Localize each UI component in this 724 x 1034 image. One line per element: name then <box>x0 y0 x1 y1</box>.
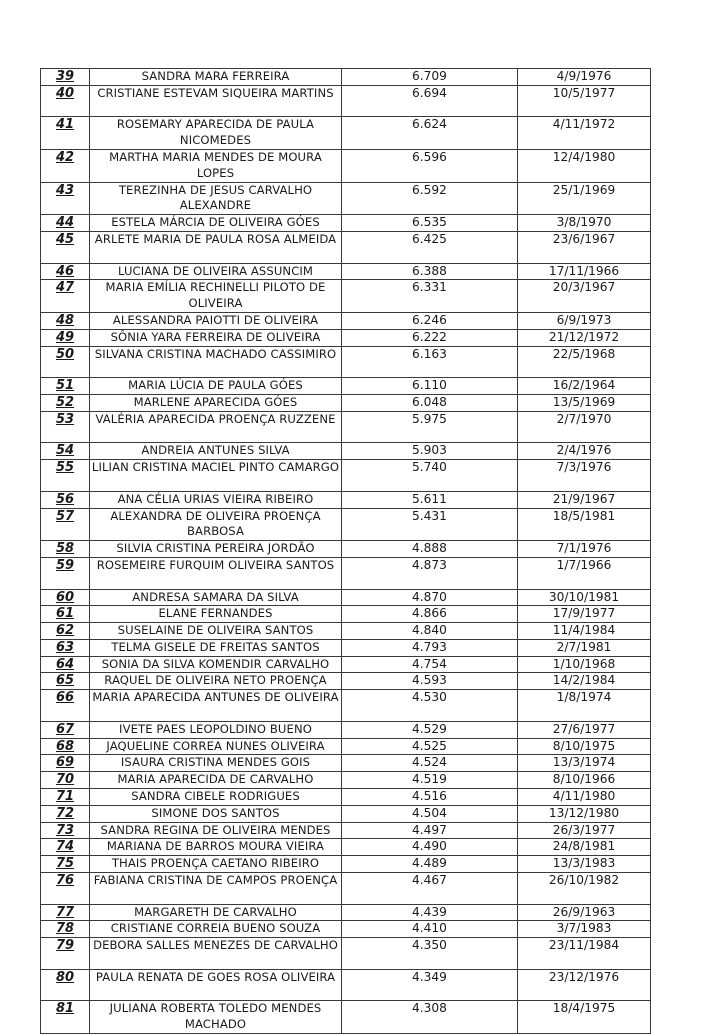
birth-date: 6/9/1973 <box>518 312 651 329</box>
score-value: 4.410 <box>342 921 518 938</box>
candidate-name: PAULA RENATA DE GOES ROSA OLIVEIRA <box>90 969 342 1001</box>
birth-date: 1/10/1968 <box>518 656 651 673</box>
ranking-table <box>40 68 651 1034</box>
rank-number: 41 <box>41 117 90 150</box>
candidate-name: SIMONE DOS SANTOS <box>90 805 342 822</box>
score-value: 4.504 <box>342 805 518 822</box>
rank-number: 73 <box>41 822 90 839</box>
birth-date: 23/11/1984 <box>518 938 651 970</box>
rank-number: 61 <box>41 606 90 623</box>
birth-date: 17/11/1966 <box>518 263 651 280</box>
birth-date: 8/10/1966 <box>518 772 651 789</box>
score-value: 6.425 <box>342 231 518 263</box>
rank-number: 76 <box>41 873 90 905</box>
table-row <box>41 589 651 606</box>
birth-date: 4/9/1976 <box>518 69 651 86</box>
birth-date: 22/5/1968 <box>518 346 651 378</box>
score-value: 4.593 <box>342 673 518 690</box>
table-row <box>41 85 651 117</box>
birth-date: 4/11/1980 <box>518 789 651 806</box>
rank-number: 53 <box>41 411 90 443</box>
table-row <box>41 639 651 656</box>
rank-number: 39 <box>41 69 90 86</box>
score-value: 5.740 <box>342 460 518 492</box>
score-value: 6.388 <box>342 263 518 280</box>
candidate-name: TEREZINHA DE JESUS CARVALHO ALEXANDRE <box>90 182 342 215</box>
score-value: 6.048 <box>342 394 518 411</box>
rank-number: 66 <box>41 690 90 722</box>
birth-date: 20/3/1967 <box>518 280 651 313</box>
table-row <box>41 215 651 232</box>
rank-number: 57 <box>41 508 90 541</box>
candidate-name: DEBORA SALLES MENEZES DE CARVALHO <box>90 938 342 970</box>
table-row <box>41 873 651 905</box>
rank-number: 59 <box>41 557 90 589</box>
rank-number: 60 <box>41 589 90 606</box>
rank-number: 68 <box>41 738 90 755</box>
table-row <box>41 904 651 921</box>
birth-date: 17/9/1977 <box>518 606 651 623</box>
table-row <box>41 673 651 690</box>
table-row <box>41 378 651 395</box>
birth-date: 14/2/1984 <box>518 673 651 690</box>
rank-number: 74 <box>41 839 90 856</box>
rank-number: 72 <box>41 805 90 822</box>
table-row <box>41 921 651 938</box>
table-row <box>41 721 651 738</box>
score-value: 4.516 <box>342 789 518 806</box>
table-row <box>41 606 651 623</box>
birth-date: 7/3/1976 <box>518 460 651 492</box>
table-row <box>41 117 651 150</box>
table-row <box>41 822 651 839</box>
table-row <box>41 789 651 806</box>
table-row <box>41 263 651 280</box>
birth-date: 1/8/1974 <box>518 690 651 722</box>
rank-number: 58 <box>41 541 90 558</box>
candidate-name: MARIA EMÍLIA RECHINELLI PILOTO DE OLIVEIRA <box>90 280 342 313</box>
rank-number: 40 <box>41 85 90 117</box>
rank-number: 65 <box>41 673 90 690</box>
rank-number: 45 <box>41 231 90 263</box>
candidate-name: JULIANA ROBERTA TOLEDO MENDES MACHADO <box>90 1001 342 1034</box>
birth-date: 18/5/1981 <box>518 508 651 541</box>
score-value: 5.975 <box>342 411 518 443</box>
rank-number: 42 <box>41 149 90 182</box>
rank-number: 79 <box>41 938 90 970</box>
birth-date: 13/12/1980 <box>518 805 651 822</box>
ranking-table-body <box>41 69 651 1034</box>
score-value: 6.592 <box>342 182 518 215</box>
score-value: 5.431 <box>342 508 518 541</box>
score-value: 4.530 <box>342 690 518 722</box>
candidate-name: IVETE PAES LEOPOLDINO BUENO <box>90 721 342 738</box>
candidate-name: LILIAN CRISTINA MACIEL PINTO CAMARGO <box>90 460 342 492</box>
table-row <box>41 346 651 378</box>
birth-date: 2/7/1970 <box>518 411 651 443</box>
score-value: 4.349 <box>342 969 518 1001</box>
candidate-name: MARGARETH DE CARVALHO <box>90 904 342 921</box>
table-row <box>41 149 651 182</box>
table-row <box>41 623 651 640</box>
score-value: 4.866 <box>342 606 518 623</box>
candidate-name: ALESSANDRA PAIOTTI DE OLIVEIRA <box>90 312 342 329</box>
table-row <box>41 329 651 346</box>
rank-number: 49 <box>41 329 90 346</box>
table-row <box>41 69 651 86</box>
candidate-name: MARIA LÚCIA DE PAULA GÓES <box>90 378 342 395</box>
candidate-name: RAQUEL DE OLIVEIRA NETO PROENÇA <box>90 673 342 690</box>
rank-number: 67 <box>41 721 90 738</box>
candidate-name: ROSEMEIRE FURQUIM OLIVEIRA SANTOS <box>90 557 342 589</box>
birth-date: 2/4/1976 <box>518 443 651 460</box>
rank-number: 48 <box>41 312 90 329</box>
candidate-name: LUCIANA DE OLIVEIRA ASSUNCIM <box>90 263 342 280</box>
candidate-name: MARIANA DE BARROS MOURA VIEIRA <box>90 839 342 856</box>
candidate-name: SONIA DA SILVA KOMENDIR CARVALHO <box>90 656 342 673</box>
table-row <box>41 394 651 411</box>
score-value: 4.529 <box>342 721 518 738</box>
table-row <box>41 690 651 722</box>
candidate-name: MARTHA MARIA MENDES DE MOURA LOPES <box>90 149 342 182</box>
candidate-name: SÔNIA YARA FERREIRA DE OLIVEIRA <box>90 329 342 346</box>
birth-date: 10/5/1977 <box>518 85 651 117</box>
birth-date: 12/4/1980 <box>518 149 651 182</box>
candidate-name: CRISTIANE ESTEVAM SIQUEIRA MARTINS <box>90 85 342 117</box>
candidate-name: SANDRA REGINA DE OLIVEIRA MENDES <box>90 822 342 839</box>
birth-date: 1/7/1966 <box>518 557 651 589</box>
birth-date: 26/3/1977 <box>518 822 651 839</box>
candidate-name: MARIA APARECIDA ANTUNES DE OLIVEIRA <box>90 690 342 722</box>
birth-date: 26/10/1982 <box>518 873 651 905</box>
rank-number: 43 <box>41 182 90 215</box>
score-value: 4.519 <box>342 772 518 789</box>
birth-date: 27/6/1977 <box>518 721 651 738</box>
birth-date: 23/12/1976 <box>518 969 651 1001</box>
candidate-name: SANDRA MARA FERREIRA <box>90 69 342 86</box>
birth-date: 4/11/1972 <box>518 117 651 150</box>
score-value: 5.903 <box>342 443 518 460</box>
score-value: 6.694 <box>342 85 518 117</box>
score-value: 6.246 <box>342 312 518 329</box>
rank-number: 75 <box>41 856 90 873</box>
table-row <box>41 839 651 856</box>
table-row <box>41 738 651 755</box>
rank-number: 64 <box>41 656 90 673</box>
birth-date: 13/3/1983 <box>518 856 651 873</box>
table-row <box>41 557 651 589</box>
birth-date: 18/4/1975 <box>518 1001 651 1034</box>
candidate-name: ANDREIA ANTUNES SILVA <box>90 443 342 460</box>
score-value: 4.793 <box>342 639 518 656</box>
score-value: 6.709 <box>342 69 518 86</box>
score-value: 4.873 <box>342 557 518 589</box>
candidate-name: ALEXANDRA DE OLIVEIRA PROENÇA BARBOSA <box>90 508 342 541</box>
candidate-name: ROSEMARY APARECIDA DE PAULA NICOMEDES <box>90 117 342 150</box>
rank-number: 80 <box>41 969 90 1001</box>
table-row <box>41 856 651 873</box>
table-row <box>41 805 651 822</box>
score-value: 6.110 <box>342 378 518 395</box>
score-value: 4.308 <box>342 1001 518 1034</box>
score-value: 5.611 <box>342 491 518 508</box>
birth-date: 24/8/1981 <box>518 839 651 856</box>
score-value: 6.222 <box>342 329 518 346</box>
candidate-name: MARIA APARECIDA DE CARVALHO <box>90 772 342 789</box>
table-row <box>41 541 651 558</box>
rank-number: 77 <box>41 904 90 921</box>
birth-date: 23/6/1967 <box>518 231 651 263</box>
rank-number: 81 <box>41 1001 90 1034</box>
candidate-name: CRISTIANE CORREIA BUENO SOUZA <box>90 921 342 938</box>
birth-date: 13/5/1969 <box>518 394 651 411</box>
rank-number: 69 <box>41 755 90 772</box>
table-row <box>41 969 651 1001</box>
table-row <box>41 312 651 329</box>
table-row <box>41 755 651 772</box>
candidate-name: SUSELAINE DE OLIVEIRA SANTOS <box>90 623 342 640</box>
rank-number: 78 <box>41 921 90 938</box>
candidate-name: ANA CÉLIA URIAS VIEIRA RIBEIRO <box>90 491 342 508</box>
birth-date: 21/12/1972 <box>518 329 651 346</box>
birth-date: 3/8/1970 <box>518 215 651 232</box>
candidate-name: MARLENE APARECIDA GÓES <box>90 394 342 411</box>
score-value: 4.870 <box>342 589 518 606</box>
candidate-name: TELMA GISELE DE FREITAS SANTOS <box>90 639 342 656</box>
birth-date: 8/10/1975 <box>518 738 651 755</box>
birth-date: 2/7/1981 <box>518 639 651 656</box>
score-value: 6.624 <box>342 117 518 150</box>
candidate-name: SANDRA CIBELE RODRIGUES <box>90 789 342 806</box>
birth-date: 21/9/1967 <box>518 491 651 508</box>
table-row <box>41 491 651 508</box>
birth-date: 13/3/1974 <box>518 755 651 772</box>
candidate-name: SILVANA CRISTINA MACHADO CASSIMIRO <box>90 346 342 378</box>
score-value: 4.489 <box>342 856 518 873</box>
birth-date: 7/1/1976 <box>518 541 651 558</box>
candidate-name: ELANE FERNANDES <box>90 606 342 623</box>
score-value: 4.439 <box>342 904 518 921</box>
rank-number: 46 <box>41 263 90 280</box>
birth-date: 30/10/1981 <box>518 589 651 606</box>
birth-date: 25/1/1969 <box>518 182 651 215</box>
table-row <box>41 508 651 541</box>
score-value: 4.840 <box>342 623 518 640</box>
table-row <box>41 460 651 492</box>
birth-date: 26/9/1963 <box>518 904 651 921</box>
candidate-name: ESTELA MÁRCIA DE OLIVEIRA GÓES <box>90 215 342 232</box>
score-value: 4.467 <box>342 873 518 905</box>
rank-number: 52 <box>41 394 90 411</box>
rank-number: 47 <box>41 280 90 313</box>
birth-date: 11/4/1984 <box>518 623 651 640</box>
table-row <box>41 280 651 313</box>
rank-number: 44 <box>41 215 90 232</box>
rank-number: 56 <box>41 491 90 508</box>
rank-number: 54 <box>41 443 90 460</box>
birth-date: 16/2/1964 <box>518 378 651 395</box>
table-row <box>41 772 651 789</box>
table-row <box>41 1001 651 1034</box>
table-row <box>41 938 651 970</box>
candidate-name: ANDRESA SAMARA DA SILVA <box>90 589 342 606</box>
score-value: 4.497 <box>342 822 518 839</box>
candidate-name: ISAURA CRISTINA MENDES GOIS <box>90 755 342 772</box>
score-value: 4.888 <box>342 541 518 558</box>
rank-number: 70 <box>41 772 90 789</box>
score-value: 4.490 <box>342 839 518 856</box>
table-row <box>41 411 651 443</box>
table-row <box>41 231 651 263</box>
rank-number: 50 <box>41 346 90 378</box>
score-value: 4.524 <box>342 755 518 772</box>
table-row <box>41 443 651 460</box>
candidate-name: THAIS PROENÇA CAETANO RIBEIRO <box>90 856 342 873</box>
score-value: 6.596 <box>342 149 518 182</box>
rank-number: 51 <box>41 378 90 395</box>
score-value: 4.525 <box>342 738 518 755</box>
rank-number: 55 <box>41 460 90 492</box>
score-value: 4.754 <box>342 656 518 673</box>
candidate-name: VALÉRIA APARECIDA PROENÇA RUZZENE <box>90 411 342 443</box>
rank-number: 71 <box>41 789 90 806</box>
candidate-name: SILVIA CRISTINA PEREIRA JORDÃO <box>90 541 342 558</box>
score-value: 6.535 <box>342 215 518 232</box>
score-value: 6.331 <box>342 280 518 313</box>
candidate-name: JAQUELINE CORREA NUNES OLIVEIRA <box>90 738 342 755</box>
score-value: 4.350 <box>342 938 518 970</box>
birth-date: 3/7/1983 <box>518 921 651 938</box>
candidate-name: FABIANA CRISTINA DE CAMPOS PROENÇA <box>90 873 342 905</box>
rank-number: 63 <box>41 639 90 656</box>
table-row <box>41 656 651 673</box>
score-value: 6.163 <box>342 346 518 378</box>
rank-number: 62 <box>41 623 90 640</box>
candidate-name: ARLETE MARIA DE PAULA ROSA ALMEIDA <box>90 231 342 263</box>
table-row <box>41 182 651 215</box>
